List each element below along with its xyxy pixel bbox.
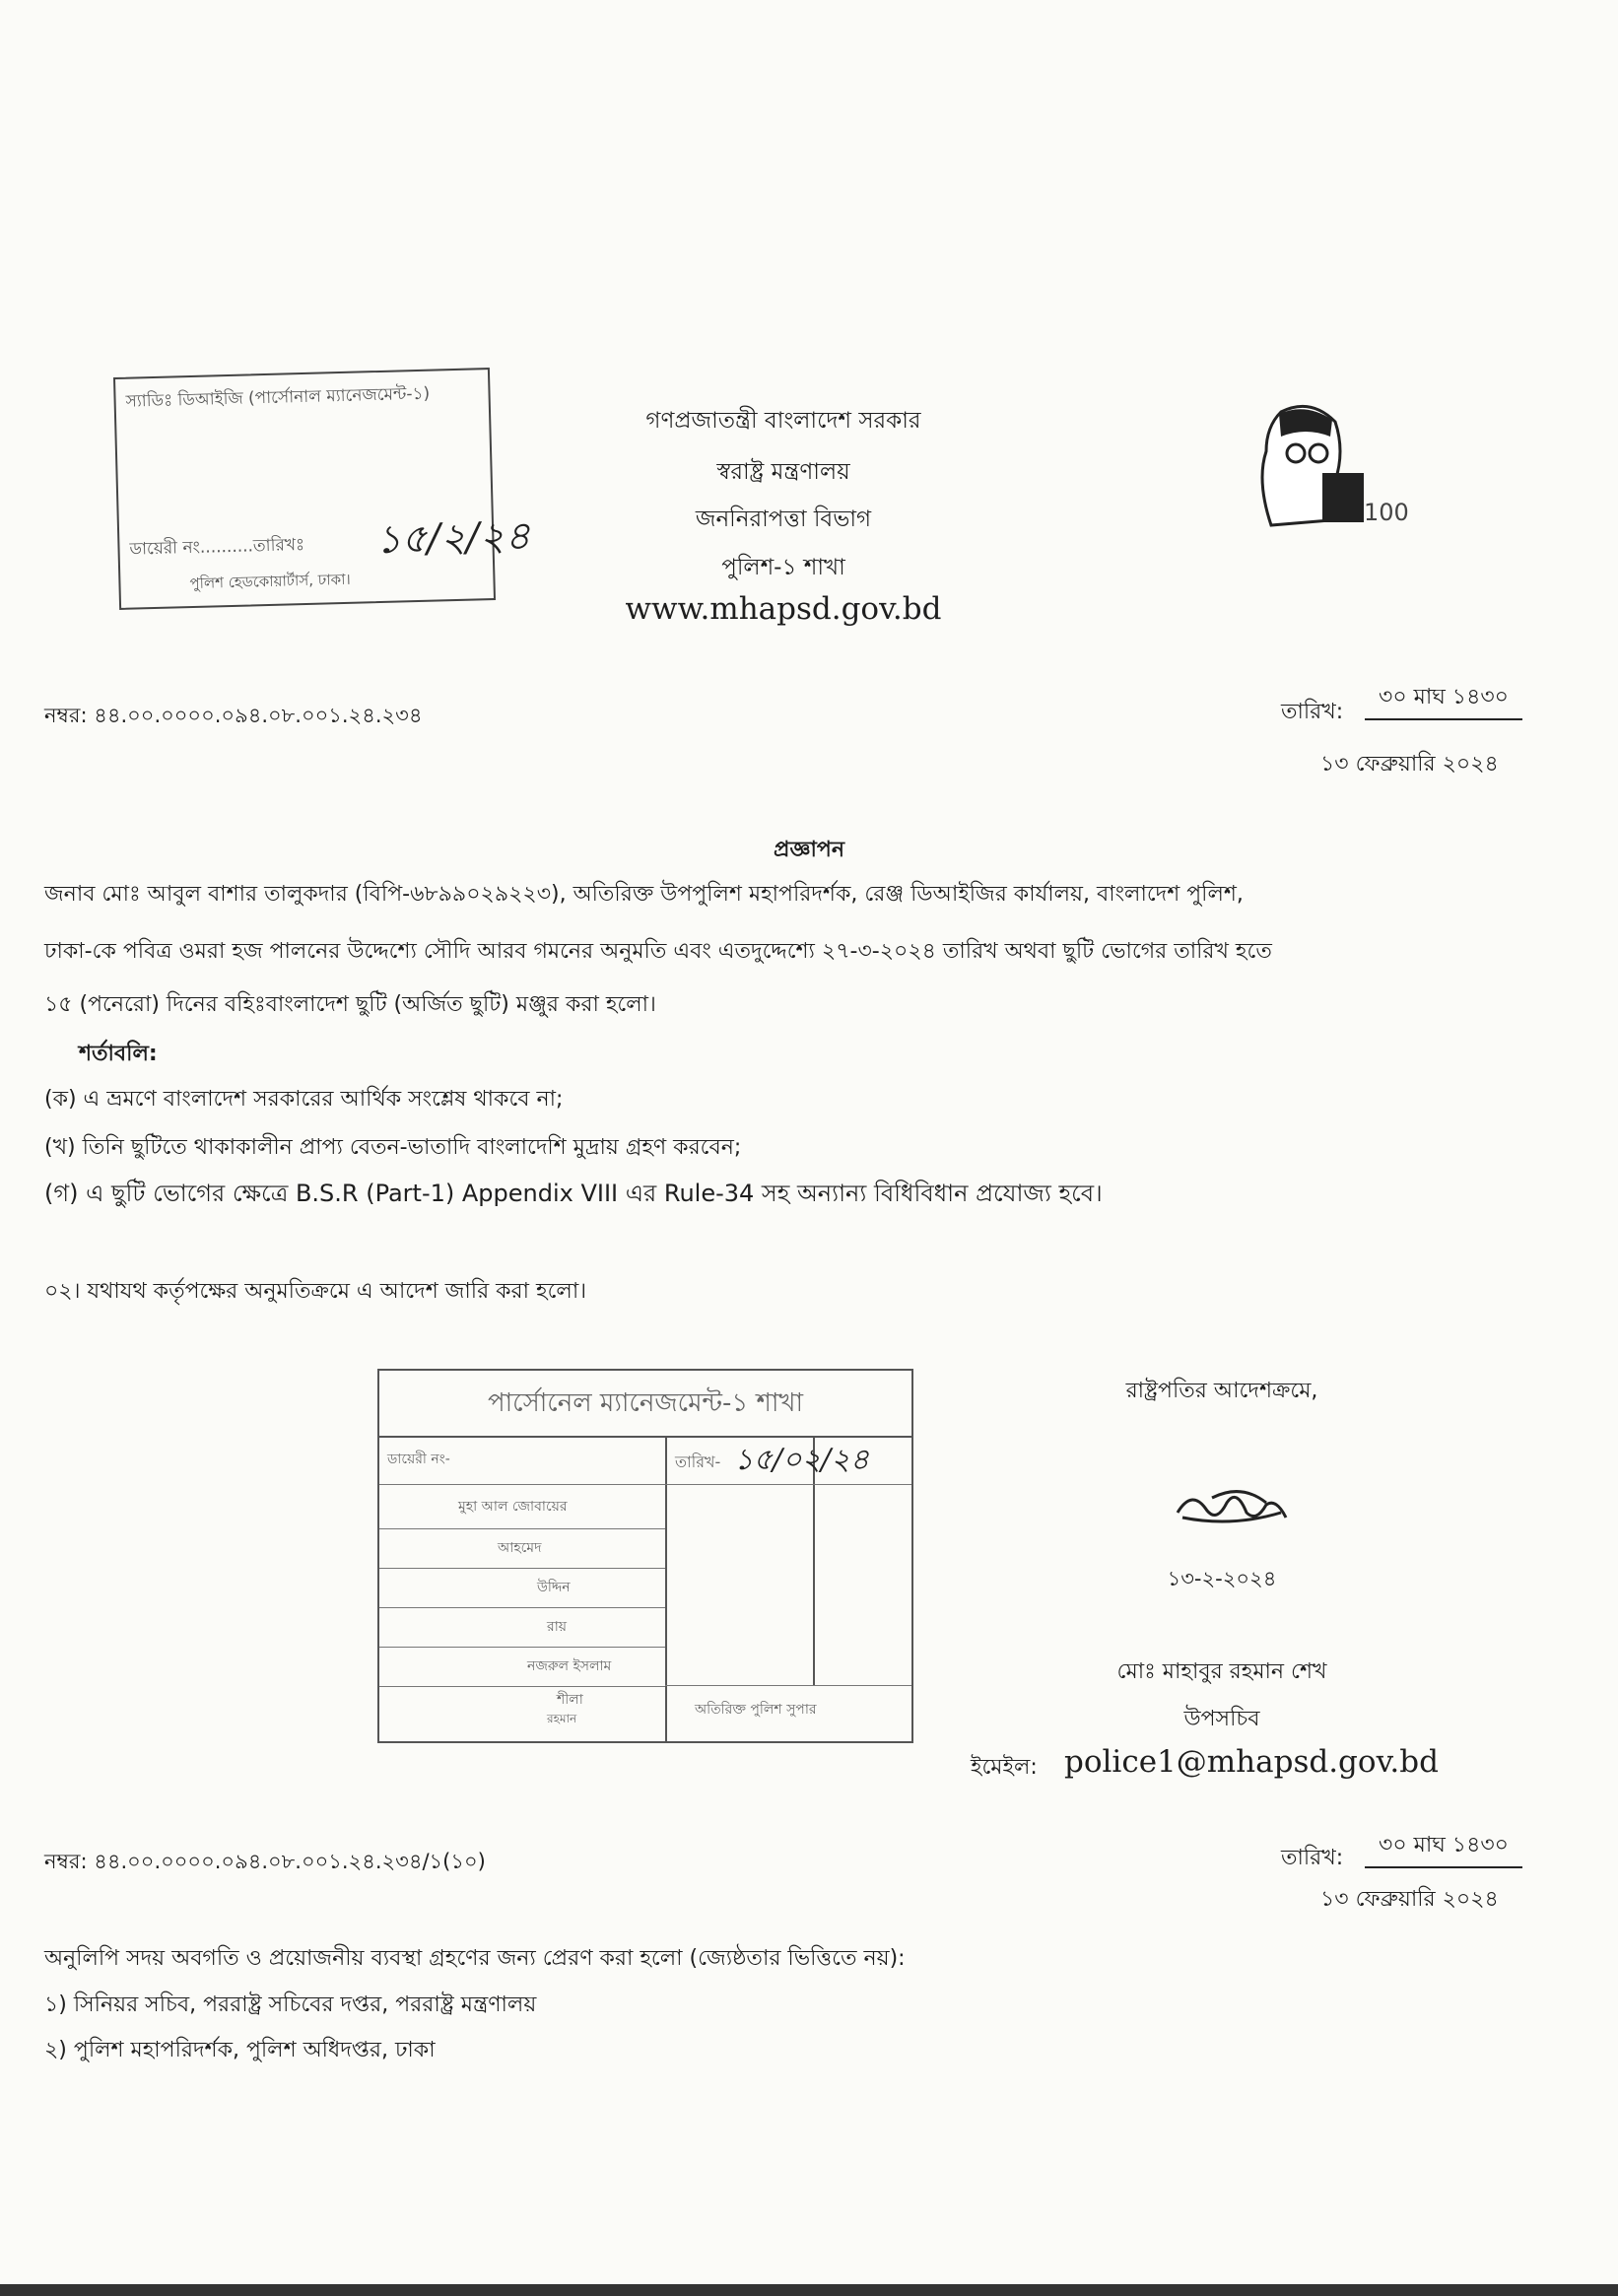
branch-stamp-name: রায় bbox=[547, 1619, 568, 1635]
memo-date-label: তারিখ: bbox=[1281, 700, 1344, 724]
branch-stamp-name: আহমেদ bbox=[498, 1540, 542, 1556]
copy-memo-date bbox=[1365, 1828, 1522, 1868]
copy-recipient: ১) সিনিয়র সচিব, পররাষ্ট্র সচিবের দপ্তর, পররাষ্ট্র মন্ত্রণালয় bbox=[44, 1992, 537, 2017]
notice-para-line-1: জনাব মোঃ আবুল বাশার তালুকদার (বিপি-৬৮৯৯০২৯২২৩), অতিরিক্ত উপপুলিশ মহাপরিদর্শক, রেঞ্জ ডিআইজির কার্যালয়, বাংলাদেশ পুলিশ, bbox=[44, 882, 1244, 907]
memo-date bbox=[1365, 680, 1522, 720]
branch-stamp-name: শীলা bbox=[557, 1692, 583, 1708]
email-label: ইমেইল: bbox=[971, 1755, 1038, 1780]
branch-name: পুলিশ-১ শাখা bbox=[721, 555, 845, 580]
copy-memo-date-label: তারিখ: bbox=[1281, 1846, 1344, 1870]
scan-edge bbox=[0, 2284, 1618, 2296]
division-name: জননিরাপত্তা বিভাগ bbox=[695, 506, 872, 532]
branch-stamp bbox=[377, 1369, 913, 1743]
branch-stamp-diary: ডায়েরী নং- bbox=[387, 1452, 450, 1467]
branch-stamp-name: রহমান bbox=[547, 1712, 577, 1725]
branch-stamp-handwritten-date: ১৫/০২/২৪ bbox=[734, 1443, 870, 1477]
signature-icon bbox=[1173, 1483, 1291, 1532]
ministry-name: স্বরাষ্ট্র মন্ত্রণালয় bbox=[716, 459, 850, 485]
stamp-title: স্যাডিঃ ডিআইজি (পার্সোনাল ম্যানেজমেন্ট-১) bbox=[125, 383, 431, 412]
branch-stamp-date-label: তারিখ- bbox=[675, 1452, 721, 1471]
branch-stamp-name: মুহা আল জোবায়ের bbox=[458, 1499, 568, 1515]
memo-number: নম্বর: ৪৪.০০.০০০০.০৯৪.০৮.০০১.২৪.২৩৪ bbox=[44, 704, 423, 727]
notice-para-line-3: ১৫ (পনেরো) দিনের বহিঃবাংলাদেশ ছুটি (অর্জিত ছুটি) মঞ্জুর করা হলো। bbox=[44, 992, 656, 1017]
stamp-handwritten-date: ১৫/২/২৪ bbox=[374, 513, 531, 564]
branch-stamp-name: নজরুল ইসলাম bbox=[527, 1658, 612, 1674]
signatory-name: মোঃ মাহাবুর রহমান শেখ bbox=[1116, 1659, 1327, 1684]
branch-stamp-title: পার্সোনেল ম্যানেজমেন্ট-১ শাখা bbox=[379, 1371, 911, 1438]
branch-stamp-footer: অতিরিক্ত পুলিশ সুপার bbox=[695, 1702, 817, 1718]
condition-item: (খ) তিনি ছুটিতে থাকাকালীন প্রাপ্য বেতন-ভাতাদি বাংলাদেশি মুদ্রায় গ্রহণ করবেন; bbox=[44, 1135, 742, 1160]
svg-text:100: 100 bbox=[1364, 499, 1409, 526]
condition-item: (ক) এ ভ্রমণে বাংলাদেশ সরকারের আর্থিক সংশ্লেষ থাকবে না; bbox=[44, 1087, 564, 1112]
condition-item: (গ) এ ছুটি ভোগের ক্ষেত্রে B.S.R (Part-1) Appendix VIII এর Rule-34 সহ অন্যান্য বিধিবিধান প্রযোজ্য হবে। bbox=[44, 1180, 1103, 1207]
sign-date: ১৩-২-২০২৪ bbox=[1167, 1567, 1277, 1590]
order-line: রাষ্ট্রপতির আদেশক্রমে, bbox=[1125, 1379, 1318, 1403]
stamp-bottom: পুলিশ হেডকোয়ার্টার্স, ঢাকা। bbox=[189, 570, 352, 593]
signatory-designation: উপসচিব bbox=[1183, 1707, 1260, 1731]
email-link[interactable]: police1@mhapsd.gov.bd bbox=[1064, 1744, 1439, 1780]
copy-memo-date-gregorian: ১৩ ফেব্রুয়ারি ২০২৪ bbox=[1320, 1887, 1499, 1912]
memo-date-bangla: ৩০ মাঘ ১৪৩০ bbox=[1365, 680, 1522, 720]
notice-para-line-2: ঢাকা-কে পবিত্র ওমরা হজ পালনের উদ্দেশ্যে সৌদি আরব গমনের অনুমতি এবং এতদুদ্দেশ্যে ২৭-৩-২০২৪ তারিখ অথবা ছুটি ভোগের তারিখ হতে bbox=[44, 939, 1272, 964]
notice-title: প্রজ্ঞাপন bbox=[774, 838, 844, 862]
branch-stamp-name: উদ্দিন bbox=[537, 1580, 571, 1595]
govt-name: গণপ্রজাতন্ত্রী বাংলাদেশ সরকার bbox=[645, 408, 921, 434]
conditions-title: শর্তাবলি: bbox=[79, 1042, 158, 1066]
website-link[interactable]: www.mhapsd.gov.bd bbox=[625, 591, 942, 627]
memo-date-gregorian: ১৩ ফেব্রুয়ারি ২০২৪ bbox=[1320, 752, 1499, 777]
copy-memo-date-bangla: ৩০ মাঘ ১৪৩০ bbox=[1365, 1828, 1522, 1868]
notice-para-2: ০২। যথাযথ কর্তৃপক্ষের অনুমতিক্রমে এ আদেশ জারি করা হলো। bbox=[44, 1279, 587, 1304]
copy-intro: অনুলিপি সদয় অবগতি ও প্রয়োজনীয় ব্যবস্থা গ্রহণের জন্য প্রেরণ করা হলো (জ্যেষ্ঠতার ভিত্তিতে নয়): bbox=[44, 1946, 906, 1971]
copy-memo-number: নম্বর: ৪৪.০০.০০০০.০৯৪.০৮.০০১.২৪.২৩৪/১(১০) bbox=[44, 1850, 486, 1873]
stamp-diary-label: ডায়েরী নং..........তারিখঃ bbox=[129, 535, 305, 560]
mujib-100-logo-icon bbox=[1251, 402, 1429, 528]
copy-recipient: ২) পুলিশ মহাপরিদর্শক, পুলিশ অধিদপ্তর, ঢাকা bbox=[44, 2038, 436, 2062]
